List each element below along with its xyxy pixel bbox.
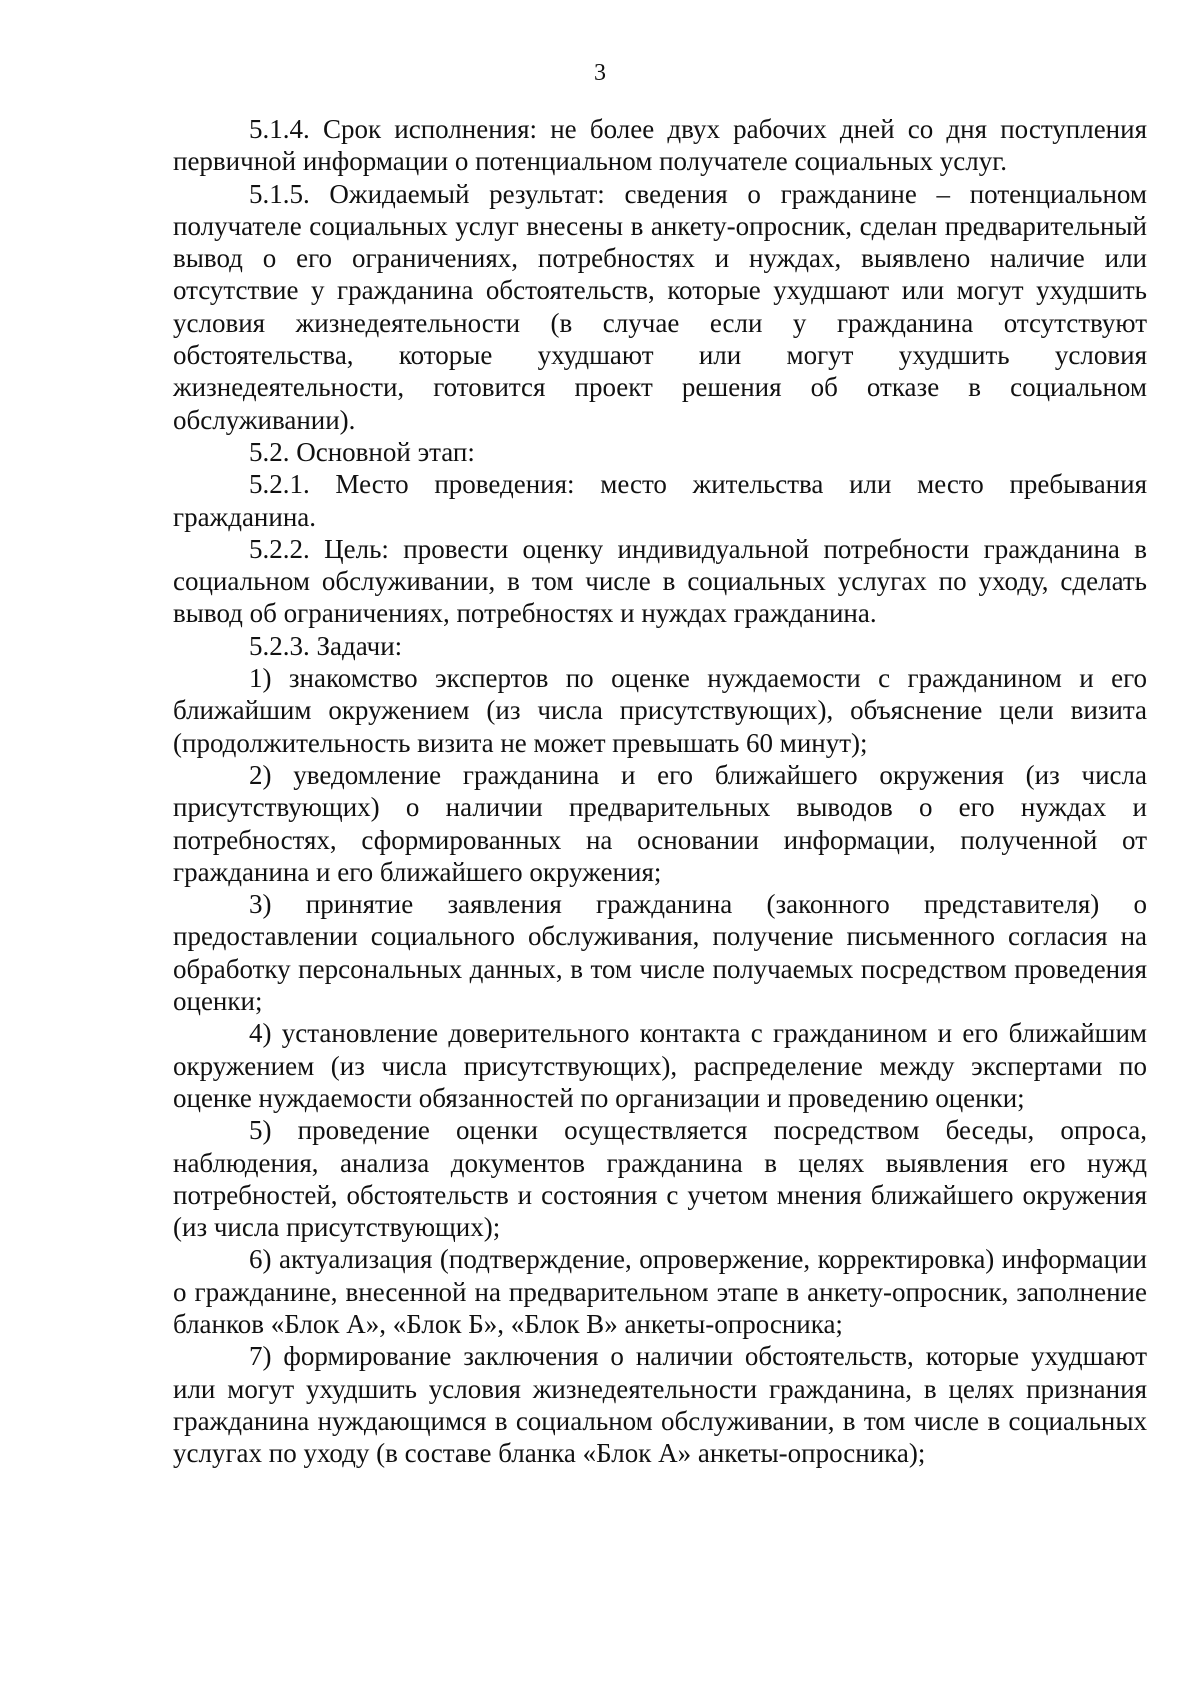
paragraph-5-2-3: 5.2.3. Задачи: (249, 630, 403, 661)
document-body (173, 113, 1147, 1469)
task-item-3: 3) принятие заявления гражданина (законного представителя) о предоставлении социального обслуживания, получение письменного согласия на обработку персональных данных, в том числе получаемых посредством проведения оценки; (173, 889, 1147, 1017)
paragraph-5-2: 5.2. Основной этап: (249, 436, 475, 467)
task-item-1: 1) знакомство экспертов по оценке нуждаемости с гражданином и его ближайшим окружением (из числа присутствующих), объяснение цели визита (продолжительность визита не может превышать 60 минут); (173, 663, 1147, 758)
paragraph-5-1-5: 5.1.5. Ожидаемый результат: сведения о гражданине – потенциальном получателе социальных услуг внесены в анкету-опросник, сделан предварительный вывод о его ограничениях, потребностях и нуждах, выявлено наличие или отсутствие у гражданина обстоятельств, которые ухудшают или могут ухудшить условия жизнедеятельности (в случае если у гражданина отсутствуют обстоятельства, которые ухудшают или могут ухудшить условия жизнедеятельности, готовится проект решения об отказе в социальном обслуживании). (173, 178, 1147, 435)
paragraph-5-2-1: 5.2.1. Место проведения: место жительства или место пребывания гражданина. (173, 469, 1147, 532)
task-item-2: 2) уведомление гражданина и его ближайшего окружения (из числа присутствующих) о наличии предварительных выводов о его нуждах и потребностях, сформированных на основании информации, полученной от гражданина и его ближайшего окружения; (173, 759, 1147, 887)
paragraph-5-2-2: 5.2.2. Цель: провести оценку индивидуальной потребности гражданина в социальном обслуживании, в том числе в социальных услугах по уходу, сделать вывод об ограничениях, потребностях и нуждах гражданина. (173, 533, 1147, 629)
page-number: 3 (594, 60, 606, 86)
task-item-4: 4) установление доверительного контакта с гражданином и его ближайшим окружением (из числа присутствующих), распределение между экспертами по оценке нуждаемости обязанностей по организации и проведению оценки; (173, 1018, 1147, 1113)
paragraph-5-1-4: 5.1.4. Срок исполнения: не более двух рабочих дней со дня поступления первичной информации о потенциальном получателе социальных услуг. (173, 114, 1147, 177)
task-item-5: 5) проведение оценки осуществляется посредством беседы, опроса, наблюдения, анализа документов гражданина в целях выявления его нужд потребностей, обстоятельств и состояния с учетом мнения ближайшего окружения (из числа присутствующих); (173, 1115, 1147, 1243)
task-item-6: 6) актуализация (подтверждение, опровержение, корректировка) информации о гражданине, внесенной на предварительном этапе в анкету-опросник, заполнение бланков «Блок А», «Блок Б», «Блок В» анкеты-опросника; (173, 1244, 1147, 1339)
task-item-7: 7) формирование заключения о наличии обстоятельств, которые ухудшают или могут ухудшить условия жизнедеятельности гражданина, в целях признания гражданина нуждающимся в социальном обслуживании, в том числе в социальных услугах по уходу (в составе бланка «Блок А» анкеты-опросника); (173, 1341, 1147, 1469)
